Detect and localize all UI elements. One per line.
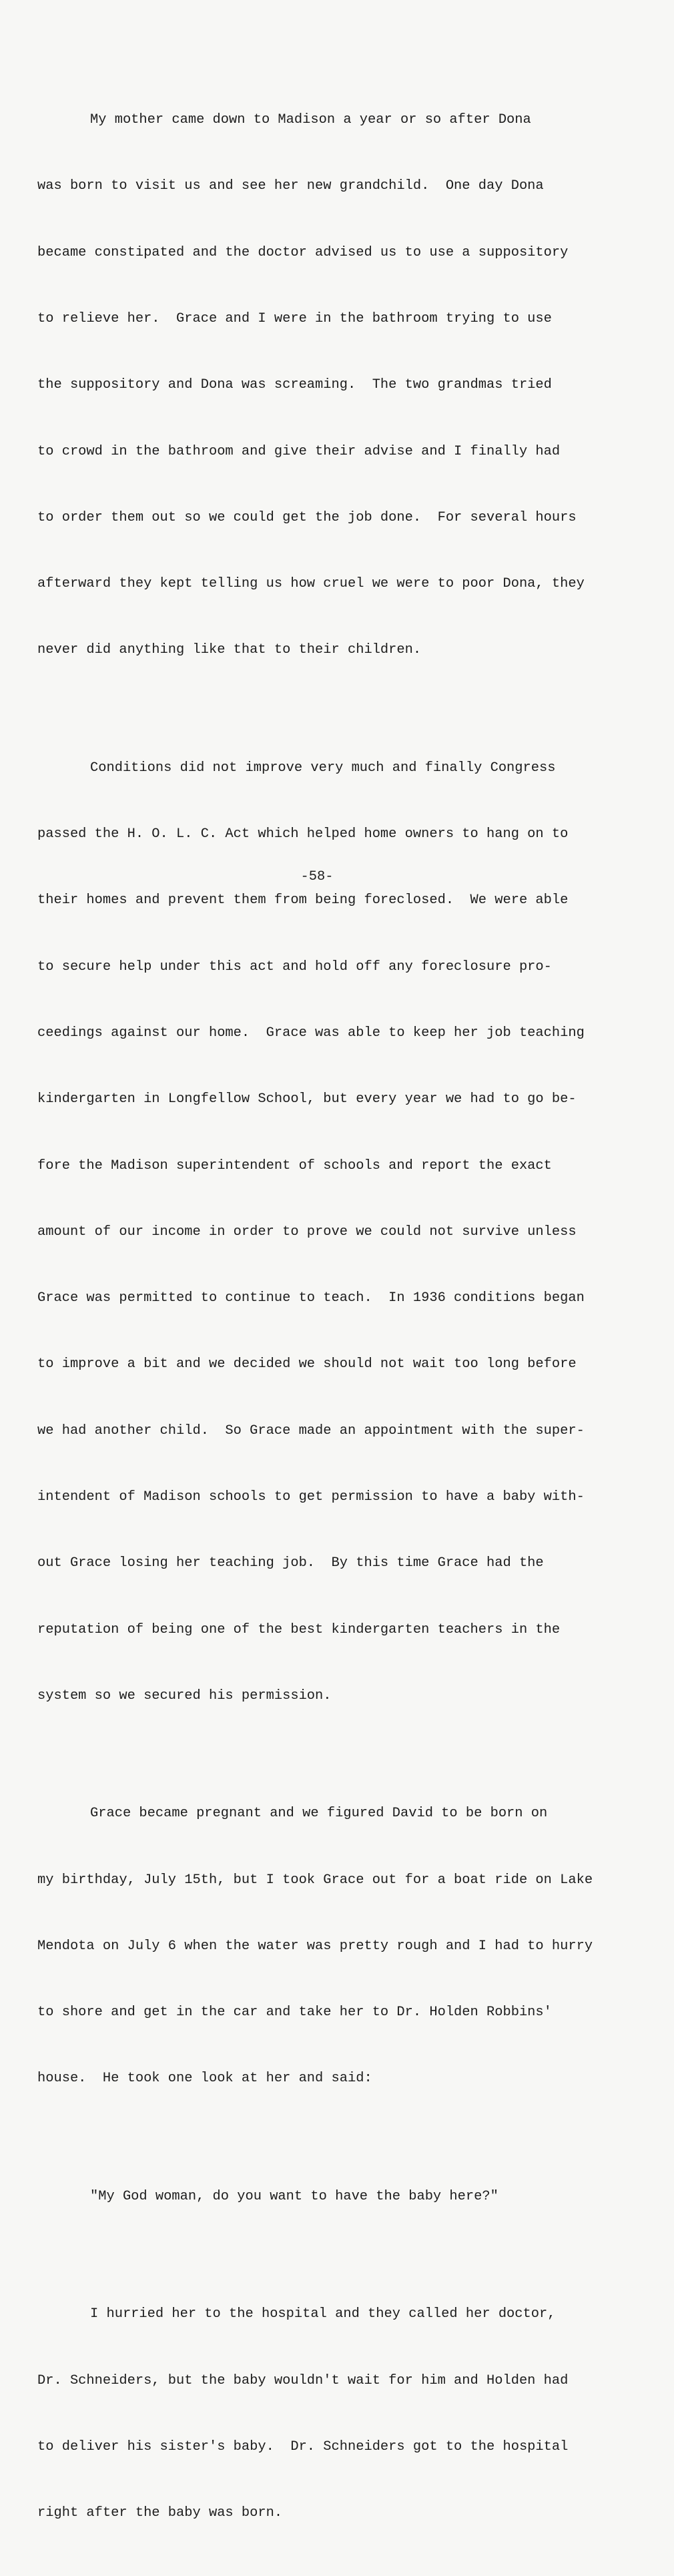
text-line: to improve a bit and we decided we should not wait too long before (37, 1356, 577, 1372)
text-line: to relieve her. Grace and I were in the bathroom trying to use (37, 311, 552, 327)
text-line: afterward they kept telling us how cruel we were to poor Dona, they (37, 576, 585, 592)
text-line: to shore and get in the car and take her to Dr. Holden Robbins' (37, 2005, 552, 2021)
text-line: Grace was permitted to continue to teach. In 1936 conditions began (37, 1290, 585, 1306)
paragraph-1 (37, 65, 651, 706)
text-line: passed the H. O. L. C. Act which helped home owners to hang on to (37, 826, 569, 842)
text-line: I hurried her to the hospital and they called her doctor, (90, 2306, 556, 2322)
quote-line: "My God woman, do you want to have the baby here?" (90, 2188, 498, 2204)
text-line: kindergarten in Longfellow School, but every year we had to go be- (37, 1091, 577, 1107)
text-line: fore the Madison superintendent of schools and report the exact (37, 1157, 552, 1174)
text-line: ceedings against our home. Grace was able to keep her job teaching (37, 1025, 585, 1041)
text-line: to order them out so we could get the job done. For several hours (37, 509, 577, 525)
text-line: to deliver his sister's baby. Dr. Schneiders got to the hospital (37, 2438, 569, 2455)
text-line: out Grace losing her teaching job. By this time Grace had the (37, 1555, 544, 1571)
text-line: never did anything like that to their children. (37, 642, 422, 658)
text-line: was born to visit us and see her new grandchild. One day Dona (37, 178, 544, 194)
text-line: my birthday, July 15th, but I took Grace out for a boat ride on Lake (37, 1872, 593, 1888)
text-line: reputation of being one of the best kindergarten teachers in the (37, 1621, 561, 1637)
paragraph-5 (37, 2259, 651, 2568)
text-line: house. He took one look at her and said: (37, 2071, 372, 2087)
text-line: system so we secured his permission. (37, 1688, 332, 1704)
text-line: to crowd in the bathroom and give their advise and I finally had (37, 443, 561, 459)
paragraph-quote (37, 2141, 651, 2252)
text-line: to secure help under this act and hold off any foreclosure pro- (37, 959, 552, 975)
text-line: Conditions did not improve very much and finally Congress (90, 760, 556, 776)
page-number: -58- (300, 869, 334, 884)
text-line: Grace became pregnant and we figured David to be born on (90, 1806, 548, 1822)
paragraph-3 (37, 1758, 651, 2134)
body-text (37, 65, 651, 2576)
text-line: amount of our income in order to prove we could not survive unless (37, 1224, 577, 1240)
text-line: the suppository and Dona was screaming. The two grandmas tried (37, 377, 552, 393)
text-line: Dr. Schneiders, but the baby wouldn't wait for him and Holden had (37, 2372, 569, 2388)
text-line: became constipated and the doctor advised us to use a suppository (37, 244, 569, 260)
text-line: we had another child. So Grace made an appointment with the super- (37, 1423, 585, 1439)
text-line: intendent of Madison schools to get permission to have a baby with- (37, 1489, 585, 1505)
text-line: right after the baby was born. (37, 2505, 283, 2521)
text-line: their homes and prevent them from being foreclosed. We were able (37, 892, 569, 909)
text-line: My mother came down to Madison a year or so after Dona (90, 112, 531, 128)
text-line: Mendota on July 6 when the water was pretty rough and I had to hurry (37, 1938, 593, 1954)
